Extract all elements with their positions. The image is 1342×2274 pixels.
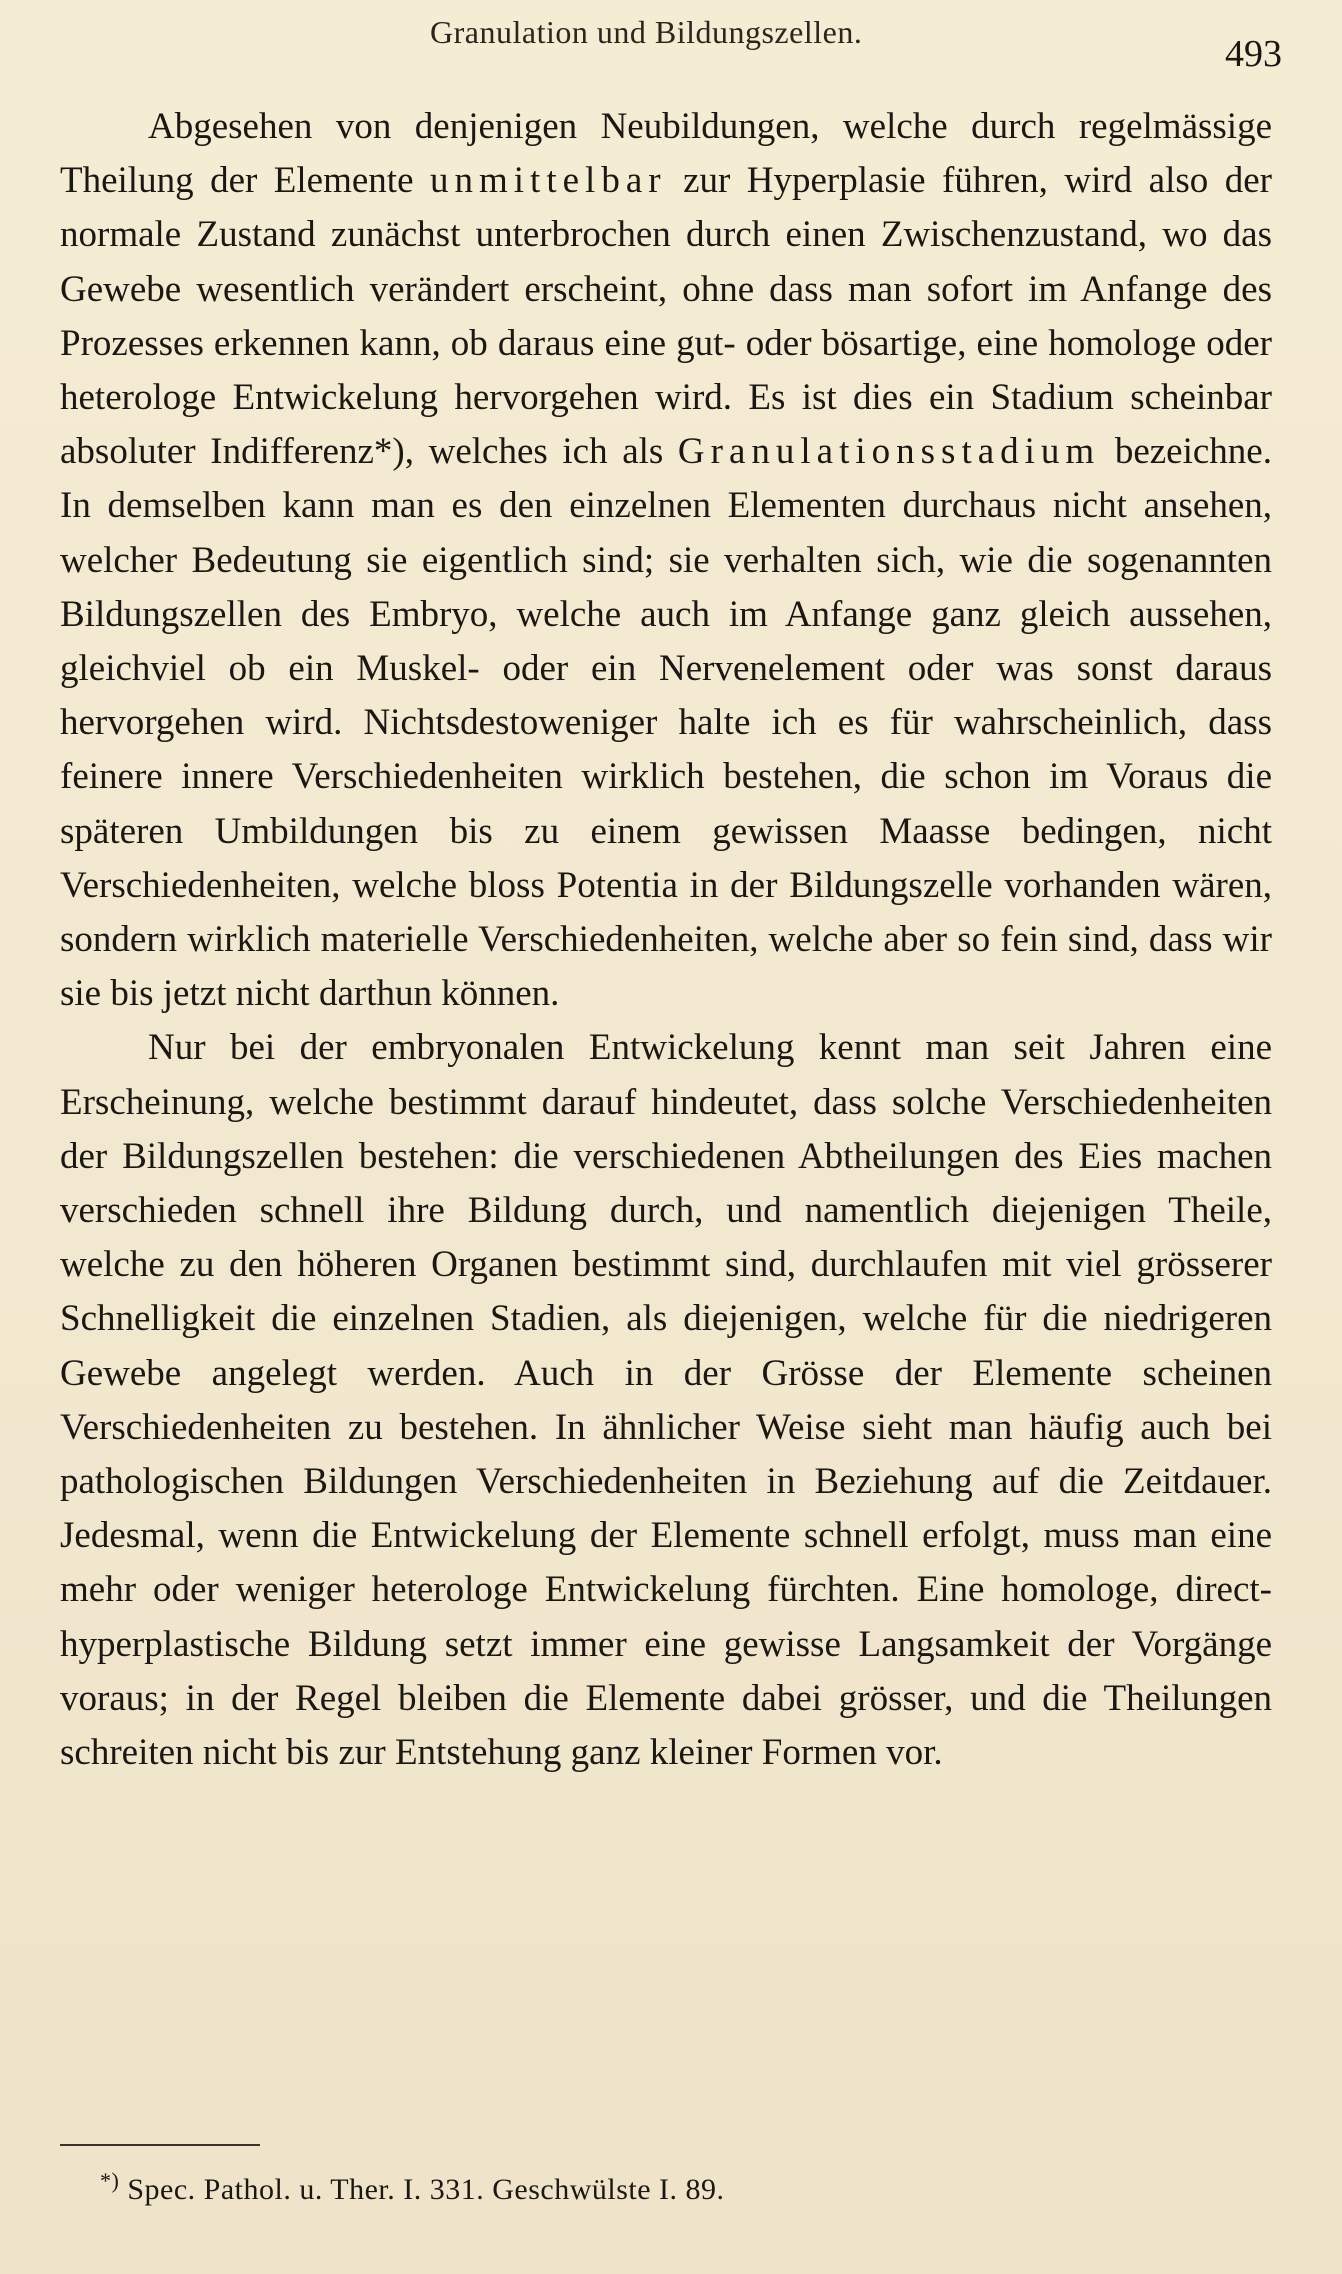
footnote-divider (60, 2144, 260, 2146)
paragraph-1-text: Abgesehen von denjenigen Neubildungen, welche durch regelmässige Theilung der Elemente (60, 106, 1272, 202)
page-header (60, 14, 1282, 74)
footnote-text: Spec. Pathol. u. Ther. I. 331. Geschwülste I. 89. (119, 2173, 725, 2206)
paragraph-1 (60, 100, 1272, 1021)
footnote (100, 2168, 725, 2207)
body-text (60, 100, 1272, 1780)
paragraph-1-text: bezeichne. In demselben kann man es den einzelnen Elementen durchaus nicht ansehen, welcher Bedeutung sie eigentlich sind; sie verhalten sich, wie die sogenannten Bildungszellen des Embryo, welche auch im Anfange ganz gleich aussehen, gleichviel ob ein Muskel- oder ein Nervenelement oder was sonst daraus hervorgehen wird. Nichtsdestoweniger halte ich es für wahrscheinlich, dass feinere innere Verschiedenheiten wirklich bestehen, die schon im Voraus die späteren Umbildungen bis zu einem gewissen Maasse bedingen, nicht Verschiedenheiten, welche bloss Potentia in der Bildungszelle vorhanden wären, sondern wirklich materielle Verschiedenheiten, welche aber so fein sind, dass wir sie bis jetzt nicht darthun können. (60, 431, 1272, 1015)
running-title: Granulation und Bildungszellen. (430, 14, 863, 50)
paragraph-2 (60, 1021, 1272, 1780)
emphasis-unmittelbar: unmittelbar (430, 160, 667, 202)
paragraph-2-text: Nur bei der embryonalen Entwickelung kennt man seit Jahren eine Erscheinung, welche bestimmt darauf hindeutet, dass solche Verschiedenheiten der Bildungszellen bestehen: die verschiedenen Abtheilungen des Eies machen verschieden schnell ihre Bildung durch, und namentlich diejenigen Theile, welche zu den höheren Organen bestimmt sind, durchlaufen mit viel grösserer Schnelligkeit die einzelnen Stadien, als diejenigen, welche für die niedrigeren Gewebe angelegt werden. Auch in der Grösse der Elemente scheinen Verschiedenheiten zu bestehen. In ähnlicher Weise sieht man häufig auch bei pathologischen Bildungen Verschiedenheiten in Beziehung auf die Zeitdauer. Jedesmal, wenn die Entwickelung der Elemente schnell erfolgt, muss man eine mehr oder weniger heterologe Entwickelung fürchten. Eine homologe, direct-hyperplastische Bildung setzt immer eine gewisse Langsamkeit der Vorgänge voraus; in der Regel bleiben die Elemente dabei grösser, und die Theilungen schreiten nicht bis zur Entstehung ganz kleiner Formen vor. (60, 1027, 1272, 1774)
page-number: 493 (1225, 33, 1282, 75)
paragraph-1-text: zur Hyperplasie führen, wird also der normale Zustand zunächst unterbrochen durch einen Zwischenzustand, wo das Gewebe wesentlich verändert erscheint, ohne dass man sofort im Anfange des Prozesses erkennen kann, ob daraus eine gut- oder bösartige, eine homologe oder heterologe Entwickelung hervorgehen wird. Es ist dies ein Stadium scheinbar absoluter Indifferenz*), welches ich als (60, 160, 1272, 473)
emphasis-granulationsstadium: Granulationsstadium (677, 431, 1101, 473)
footnote-marker: *) (100, 2168, 120, 2193)
